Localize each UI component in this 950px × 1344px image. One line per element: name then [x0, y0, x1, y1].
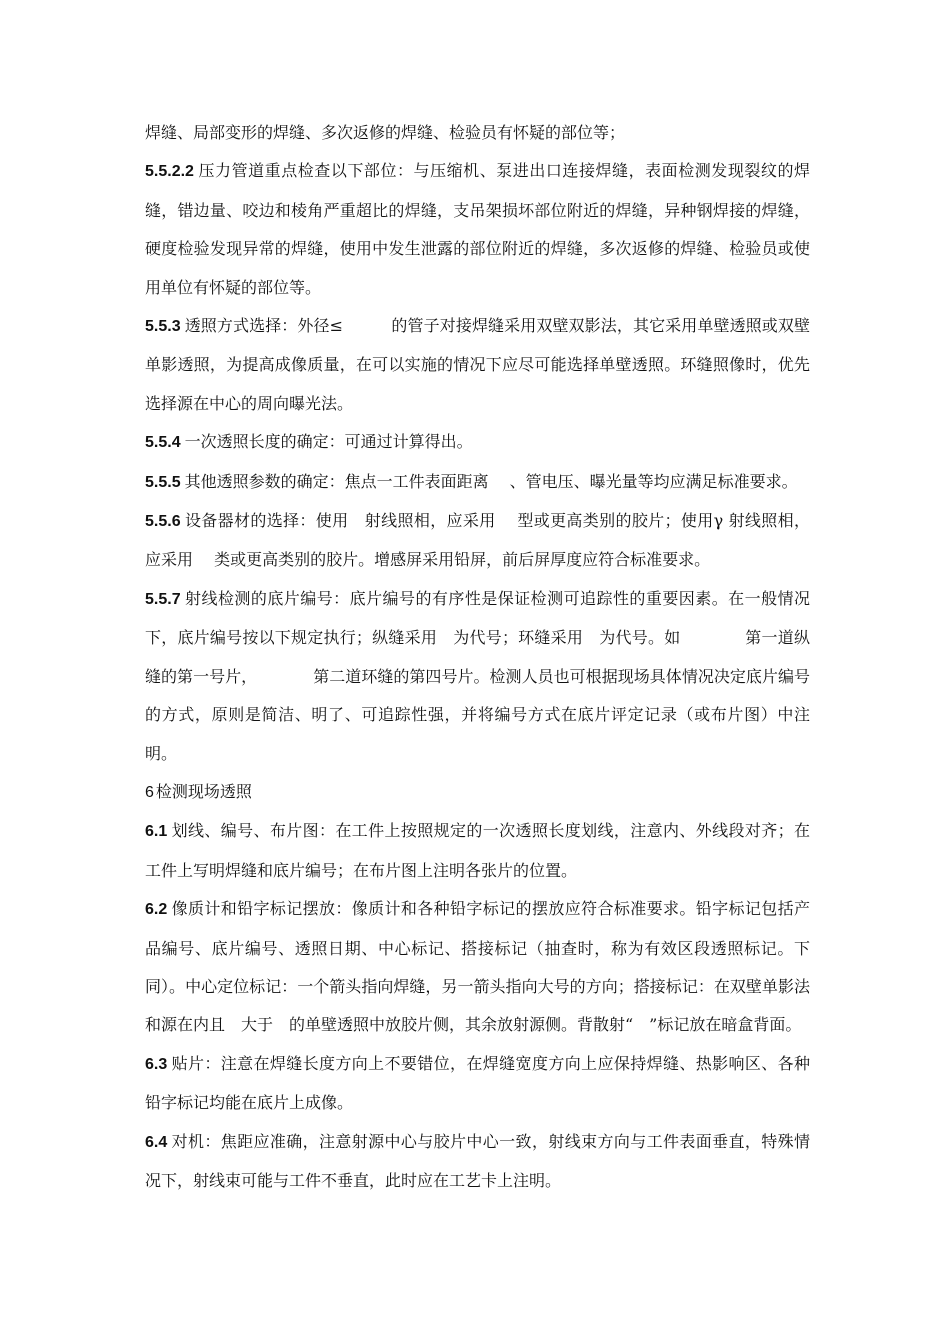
paragraph-text: 焊缝、局部变形的焊缝、多次返修的焊缝、检验员有怀疑的部位等；	[145, 123, 626, 142]
section-number: 5.5.4	[145, 434, 181, 452]
paragraph-text: 一次透照长度的确定：可通过计算得出。	[184, 432, 473, 452]
paragraph-6-4	[145, 1123, 810, 1201]
section-number: 6	[145, 783, 154, 801]
section-heading-text: 检测现场透照	[155, 781, 252, 801]
paragraph-text: 设备器材的选择：使用 射线照相，应采用 型或更高类别的胶片；使用γ 射线照相，应采用 类或更高类别的胶片。增感屏采用铅屏，前后屏厚度应符合标准要求。	[145, 511, 810, 570]
section-number: 5.5.2.2	[145, 163, 194, 181]
paragraph-continuation	[145, 114, 810, 152]
section-number: 6.2	[145, 901, 168, 919]
paragraph-5-5-7	[145, 580, 810, 773]
section-number: 5.5.7	[145, 590, 181, 608]
document-body	[145, 114, 810, 1200]
paragraph-6-2	[145, 890, 810, 1045]
paragraph-5-5-5	[145, 463, 810, 502]
paragraph-5-5-2-2	[145, 152, 810, 307]
section-number: 6.1	[145, 823, 168, 841]
section-number: 5.5.3	[145, 318, 181, 336]
section-number: 5.5.5	[145, 473, 181, 491]
paragraph-6-3	[145, 1045, 810, 1123]
paragraph-text: 像质计和铅字标记摆放：像质计和各种铅字标记的摆放应符合标准要求。铅字标记包括产品编号、底片编号、透照日期、中心标记、搭接标记（抽查时，称为有效区段透照标记。下同）。中心定位标记：一个箭头指向焊缝，另一箭头指向大号的方向；搭接标记：在双壁单影法和源在内且 大于 的单壁透照中放胶片侧，其余放射源侧。背散射“ ”标记放在暗盒背面。	[145, 899, 810, 1035]
paragraph-text: 划线、编号、布片图：在工件上按照规定的一次透照长度划线，注意内、外线段对齐；在工件上写明焊缝和底片编号；在布片图上注明各张片的位置。	[145, 821, 810, 880]
paragraph-text: 射线检测的底片编号：底片编号的有序性是保证检测可追踪性的重要因素。在一般情况下，底片编号按以下规定执行；纵缝采用 为代号；环缝采用 为代号。如 第一道纵缝的第一号片， 第二道环缝的第四号片。检测人员也可根据现场具体情况决定底片编号的方式，原则是简洁、明了、可追踪性强，并将编号方式在底片评定记录（或布片图）中注明。	[145, 588, 810, 763]
paragraph-6-1	[145, 812, 810, 890]
paragraph-text: 压力管道重点检查以下部位：与压缩机、泵进出口连接焊缝，表面检测发现裂纹的焊缝，错边量、咬边和棱角严重超比的焊缝，支吊架损坏部位附近的焊缝，异种钢焊接的焊缝，硬度检验发现异常的焊缝，使用中发生泄露的部位附近的焊缝，多次返修的焊缝、检验员或使用单位有怀疑的部位等。	[145, 161, 810, 297]
paragraph-text: 透照方式选择：外径≤ 的管子对接焊缝采用双壁双影法，其它采用单壁透照或双壁单影透照，为提高成像质量，在可以实施的情况下应尽可能选择单壁透照。环缝照像时，优先选择源在中心的周向曝光法。	[145, 316, 810, 413]
section-number: 6.3	[145, 1055, 168, 1073]
paragraph-text: 对机：焦距应准确，注意射源中心与胶片中心一致，射线束方向与工件表面垂直，特殊情况下，射线束可能与工件不垂直，此时应在工艺卡上注明。	[145, 1131, 810, 1190]
section-heading-6	[145, 773, 810, 812]
paragraph-5-5-3	[145, 307, 810, 423]
paragraph-text: 其他透照参数的确定：焦点一工件表面距离 、管电压、曝光量等均应满足标准要求。	[184, 471, 798, 491]
section-number: 6.4	[145, 1133, 168, 1151]
paragraph-5-5-4	[145, 423, 810, 462]
paragraph-text: 贴片：注意在焊缝长度方向上不要错位，在焊缝宽度方向上应保持焊缝、热影响区、各种铅字标记均能在底片上成像。	[145, 1053, 810, 1113]
section-number: 5.5.6	[145, 513, 181, 531]
paragraph-5-5-6	[145, 502, 810, 580]
